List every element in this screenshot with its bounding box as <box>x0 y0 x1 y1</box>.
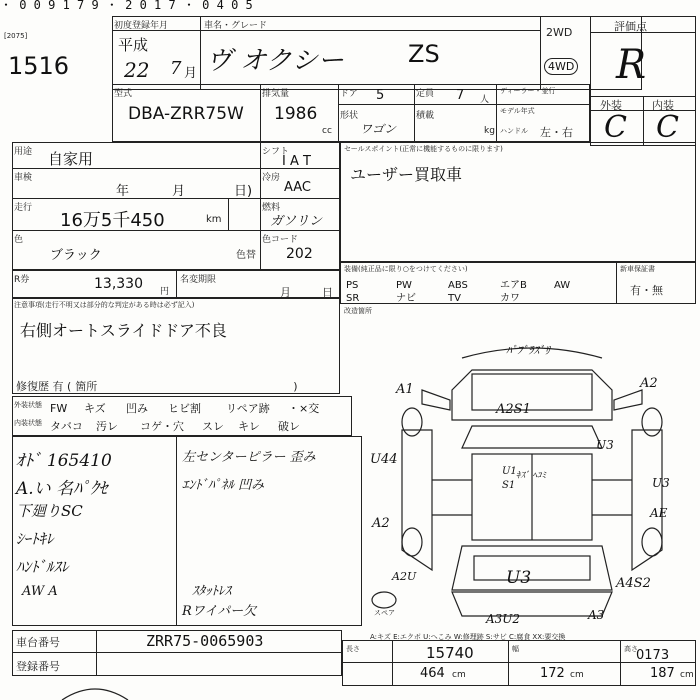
tax-label: R券 <box>14 275 30 285</box>
reg-label: 登録番号 <box>16 660 60 673</box>
diag-u3-side: U3 <box>652 476 670 490</box>
inspection-label: 車検 <box>14 173 33 183</box>
katashiki: DBA-ZRR75W <box>128 104 244 124</box>
hw-right-0: 左センターピラー 歪み <box>182 450 316 465</box>
capacity-unit: 人 <box>480 95 490 105</box>
legend-fw: FW <box>50 402 68 415</box>
legend-dirt: 汚レ <box>96 420 118 433</box>
legend-replace: ・×交 <box>288 402 320 415</box>
diag-a1: A1 <box>396 382 414 397</box>
legend-scratch: キズ <box>84 402 106 415</box>
legend-row2 <box>50 418 300 434</box>
repair-label <box>16 378 298 394</box>
equip-pw: PW <box>396 280 412 291</box>
diag-a2-front: A2 <box>640 376 658 391</box>
sales-point-box <box>340 142 696 262</box>
col3: 187 <box>650 666 675 681</box>
equip-ps: PS <box>346 280 359 291</box>
notes-label: 注意事項(走行不明又は部分的な判定がある時は必ず記入) <box>14 301 195 309</box>
legend-cut: キレ <box>238 420 260 433</box>
fuel: ガソリン <box>270 214 323 229</box>
inspection-day: 日) <box>234 184 253 199</box>
lot-number: 1516 <box>8 52 70 80</box>
width-label: 幅 <box>512 645 519 653</box>
legend-crack: ヒビ割 <box>168 402 201 415</box>
col1: 464 <box>420 666 445 681</box>
kaizo-label: 改造箇所 <box>344 307 372 315</box>
aircon: AAC <box>284 180 311 195</box>
capacity-label: 定員 <box>416 89 435 99</box>
top-serial: ・ 0 0 9 1 7 9 ・ 2 0 1 7 ・ 0 4 0 5 <box>0 0 253 12</box>
diag-top: ﾊﾟﾌﾞﾗｽﾞﾘ <box>506 344 550 357</box>
model-label: 車名・グレード <box>204 21 268 31</box>
legend-ext-label: 外装状態 <box>14 401 42 409</box>
hw-right-1: ｴﾝﾄﾞﾊﾟﾈﾙ 凹み <box>182 478 265 493</box>
repair-close: ) <box>293 380 298 393</box>
meigi-month: 月 <box>280 286 291 299</box>
diag-a2u: A2U <box>392 570 417 583</box>
yen-unit: 円 <box>160 287 170 297</box>
use: 自家用 <box>48 150 94 168</box>
diag-ae: AE <box>650 506 668 520</box>
shift: I A T <box>282 154 311 169</box>
sales-point-text: ユーザー買取車 <box>350 165 463 184</box>
color-label: 色 <box>14 235 24 245</box>
equipment-label: 装備(純正品に限り○をつけてください) <box>344 265 468 273</box>
capacity: 7 <box>456 88 465 103</box>
height-label: 高さ <box>624 645 638 653</box>
diag-a4s2: A4S2 <box>616 576 651 591</box>
aircon-label: 冷房 <box>262 173 281 183</box>
color-code-label: 色コード <box>262 235 299 245</box>
diag-u3-rear: U3 <box>506 568 532 588</box>
reg-year: 22 <box>124 58 150 82</box>
int-grade: C <box>656 110 679 145</box>
hw-left-3: ｼｰﾄｷﾚ <box>16 530 54 548</box>
legend-row1 <box>50 400 319 416</box>
int-label: 内装 <box>652 99 674 112</box>
sales-point-label: セールスポイント(正常に機能するものに限ります) <box>344 145 503 153</box>
col2: 172 <box>540 666 565 681</box>
hw-left-1: A.い 名ﾊﾟｸｾ <box>16 479 108 499</box>
legend-dent: 凹み <box>126 402 148 415</box>
handle-value: 左・右 <box>540 126 573 139</box>
katashiki-label: 型式 <box>114 89 133 99</box>
reg-month: 7 <box>170 58 182 79</box>
fuel-label: 燃料 <box>262 203 281 213</box>
km-unit: km <box>206 214 222 225</box>
car-name: ヴ オクシー <box>206 46 344 76</box>
equip-tv: TV <box>448 293 461 304</box>
body: ワゴン <box>360 122 397 136</box>
diag-a3u2: A3U2 <box>486 612 521 626</box>
legend-int-label: 内装状態 <box>14 419 42 427</box>
displacement: 1986 <box>274 104 318 124</box>
ext-grade: C <box>604 110 627 145</box>
hw-left-5: AW A <box>22 584 58 599</box>
reg-year-label: 初度登録年月 <box>114 21 169 31</box>
hw-right-2: ｽﾀｯﾄﾚｽ <box>192 584 231 599</box>
diag-u3-right: U3 <box>596 438 614 452</box>
inspection-month: 月 <box>172 184 186 199</box>
equip-aw: AW <box>554 280 571 291</box>
equip-abs: ABS <box>448 280 468 291</box>
hw-right-3: Rワイパー欠 <box>182 604 257 619</box>
diag-a2-left: A2 <box>372 516 390 531</box>
equip-leather: カワ <box>500 293 520 304</box>
era: 平成 <box>118 36 149 54</box>
diag-a3: A3 <box>588 608 605 622</box>
dealer-label: ディーラー・並行 <box>500 87 556 95</box>
mileage-label: 走行 <box>14 203 33 213</box>
legend-tobacco: タバコ <box>50 420 83 433</box>
sub-code: [2075] <box>4 32 28 40</box>
doors: 5 <box>376 88 385 103</box>
diag-s1: S1 <box>502 480 516 491</box>
color: ブラック <box>50 248 102 263</box>
new-warranty-value: 有・無 <box>630 284 663 297</box>
legend-repair: リペア跡 <box>226 402 270 415</box>
new-warranty-label: 新車保証書 <box>620 265 655 273</box>
cm-unit-2: cm <box>570 670 584 680</box>
diag-a2s1: A2S1 <box>496 402 531 417</box>
grade: ZS <box>408 40 440 68</box>
equip-navi: ナビ <box>396 293 416 304</box>
kg-unit: kg <box>484 126 495 136</box>
footer-legend: A:キズ E:エクボ U:へこみ W:修理跡 S:サビ C:腐食 XX:要交換 <box>370 633 566 641</box>
color-change-label: 色替 <box>236 250 256 261</box>
length-label: 長さ <box>346 645 360 653</box>
chassis: ZRR75-0065903 <box>146 632 264 650</box>
repair-prefix: 修復歴 有 ( <box>16 380 72 393</box>
diag-u44: U44 <box>370 452 398 467</box>
equip-airbag: エアB <box>500 280 527 291</box>
handle-label: ハンドル <box>500 127 528 135</box>
footer-size-box <box>342 640 696 686</box>
equip-row2 <box>346 289 554 304</box>
shift-label: シフト <box>262 147 290 157</box>
inspection-year: 年 <box>116 184 130 199</box>
doors-label: ドア <box>340 89 358 99</box>
hw-left-4: ﾊﾝﾄﾞﾙｽﾚ <box>16 558 69 576</box>
cm-unit-3: cm <box>680 670 694 680</box>
diag-u1: U1 <box>502 466 517 477</box>
month-unit: 月 <box>184 66 198 81</box>
repair-unit: 箇所 <box>75 380 98 393</box>
legend-burn: コゲ・穴 <box>140 420 184 433</box>
hw-left-2: 下廻りSC <box>16 502 83 520</box>
drive-4wd: 4WD <box>544 58 578 75</box>
cm-unit-1: cm <box>452 670 466 680</box>
hw-left-0: ｵﾄﾞ 165410 <box>16 451 112 471</box>
body-label: 形状 <box>340 111 359 121</box>
diag-spare: スペア <box>374 609 395 617</box>
drive-2wd: 2WD <box>546 26 573 39</box>
equip-sr: SR <box>346 293 360 304</box>
meigi-day: 日 <box>322 286 333 299</box>
chassis-label: 車台番号 <box>16 636 60 649</box>
displacement-label: 排気量 <box>262 89 290 99</box>
model-year-label: モデル年式 <box>500 107 535 115</box>
legend-rub: スレ <box>202 420 224 433</box>
notes-text: 右側オートスライドドア不良 <box>20 321 227 340</box>
stamp-circle <box>60 684 130 700</box>
mileage: 16万5千450 <box>60 210 165 231</box>
cc-unit: cc <box>322 126 332 136</box>
eval-score: R <box>616 42 647 88</box>
height: 0173 <box>636 648 670 663</box>
ext-label: 外装 <box>600 99 622 112</box>
tax: 13,330 <box>94 276 143 292</box>
meigi-label: 名変期限 <box>180 275 217 285</box>
loading-label: 積載 <box>416 111 435 121</box>
legend-tear: 破レ <box>278 420 300 433</box>
use-label: 用途 <box>14 147 33 157</box>
color-code: 202 <box>286 246 313 262</box>
eval-label: 評価点 <box>614 20 647 33</box>
diag-note: ｷｽﾞ ﾍｺﾐ <box>516 471 546 481</box>
length: 15740 <box>426 644 474 662</box>
